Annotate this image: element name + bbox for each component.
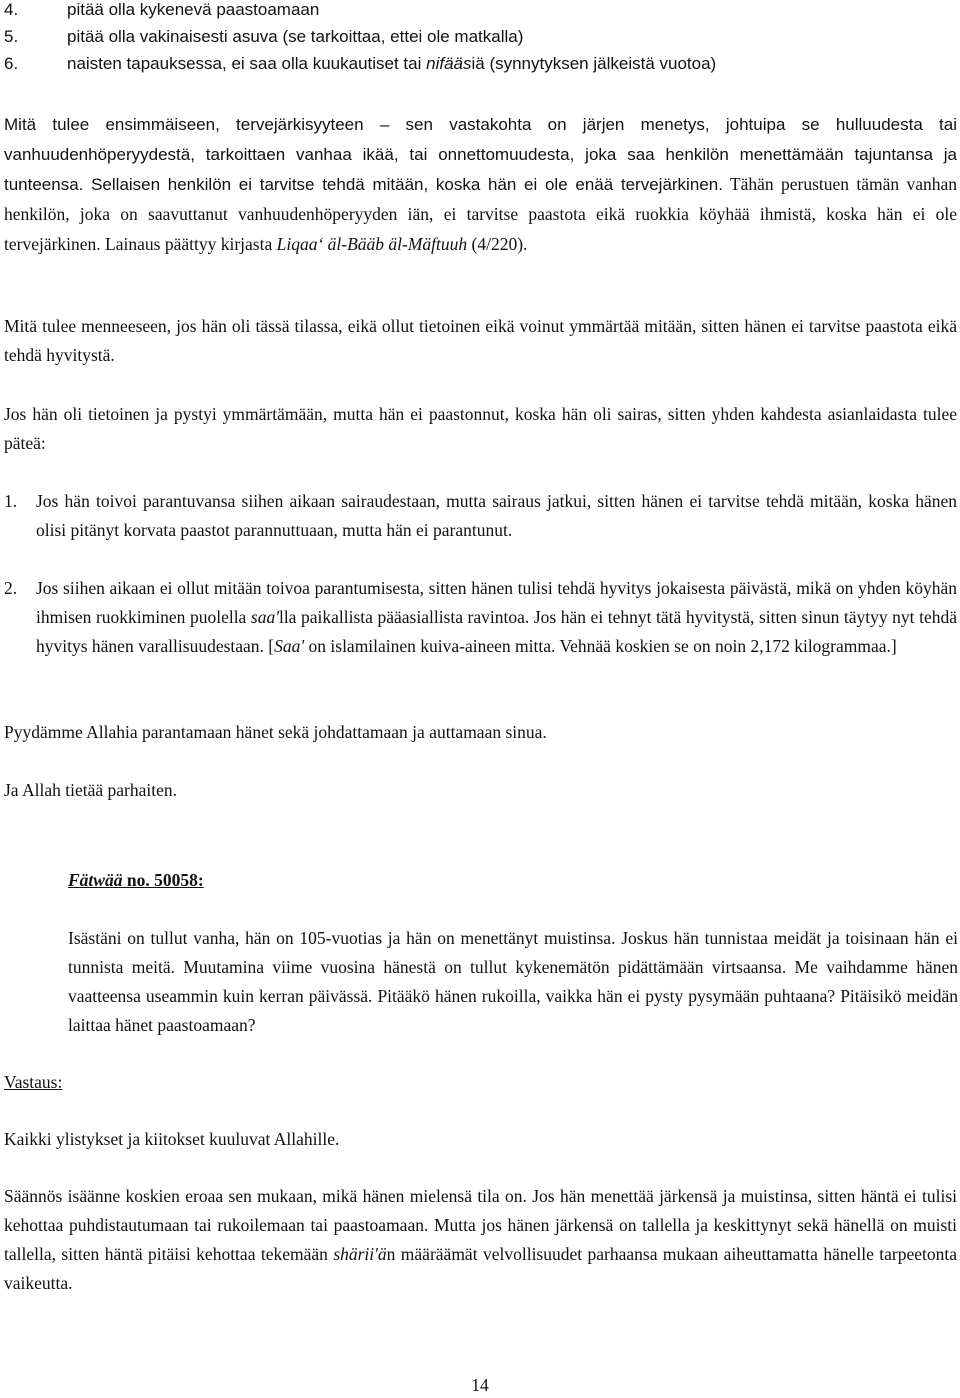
page-number: 14 xyxy=(471,1375,489,1395)
list-number: 4. xyxy=(4,0,19,19)
paragraph-text: Tähän perustuen tämän vanhan henkilön, joka on saavuttanut vanhuudenhöperyyden iän, ei tarvitse paastota eikä ruokkia köyhää ihmistä, koska hän ei ole tervejärkinen. Lainaus päättyy kirjasta xyxy=(4,174,958,254)
case-number: 1. xyxy=(4,491,18,511)
book-title: Liqaa‘ äl-Bääb äl-Mäftuuh xyxy=(276,234,468,254)
list-item xyxy=(4,0,944,23)
arabic-term: nifääs xyxy=(426,54,472,73)
arabic-term: shärii'ä xyxy=(333,1244,387,1264)
fatwa-heading xyxy=(68,866,204,894)
case-text: Jos hän toivoi parantuvansa siihen aikaan sairaudestaan, mutta sairaus jatkui, sitten hänen ei tarvitse tehdä mitään, koska hänen olisi pitänyt korvata paastot parannuttuaan, mutta hän ei parantunut. xyxy=(36,491,957,540)
case-text-part: on islamilainen kuiva-aineen mitta. Vehnää koskien se on noin 2,172 kilogrammaa.] xyxy=(304,636,897,656)
answer-heading: Vastaus: xyxy=(4,1072,63,1092)
answer-body xyxy=(4,1182,957,1298)
paragraph-past: Mitä tulee menneeseen, jos hän oli tässä tilassa, eikä ollut tietoinen eikä voinut ymmärtää mitään, sitten hänen ei tarvitse paastota eikä tehdä hyvitystä. xyxy=(4,316,957,365)
praise-line: Kaikki ylistykset ja kiitokset kuuluvat Allahille. xyxy=(4,1129,340,1149)
paragraph-text: (4/220). xyxy=(467,234,528,254)
paragraph-text: Mitä tulee ensimmäiseen, tervejärkisyyteen – sen vastakohta on järjen menetys, johtuipa se hulluudesta tai xyxy=(4,115,957,134)
answer-text: Säännös isäänne koskien eroaa sen mukaan, mikä hänen mielensä tila on. Jos hän menettää järkensä ja muistinsa, sitten häntä ei tulisi kehottaa puhdistautumaan tai rukoilemaan tai paastoamaan. Mutta jos hänen järkensä on tallella ja keskittynyt sekä hänellä on muisti tallella, sitten häntä pitäisi kehottaa tekemään xyxy=(4,1186,957,1264)
fatwa-label: Fätwää xyxy=(68,870,123,890)
list-text: iä (synnytyksen jälkeistä vuotoa) xyxy=(471,54,717,73)
arabic-term: Saa' xyxy=(274,636,305,656)
closing-line: Ja Allah tietää parhaiten. xyxy=(4,780,177,800)
arabic-term: saa' xyxy=(250,607,279,627)
list-number: 5. xyxy=(4,27,19,46)
list-text: naisten tapauksessa, ei saa olla kuukautiset tai xyxy=(67,54,427,73)
list-item xyxy=(4,23,944,50)
case-item xyxy=(4,487,957,545)
case-text-part: Jos siihen aikaan ei ollut mitään toivoa parantumisesta, sitten hänen tulisi tehdä hyvitys jokaisesta päivästä, mikä on yhden köyhän ihmisen ruokkiminen puolella xyxy=(36,578,957,627)
paragraph-aware: Jos hän oli tietoinen ja pystyi ymmärtämään, mutta hän ei paastonnut, koska hän oli sairas, sitten yhden kahdesta asianlaidasta tulee päteä: xyxy=(4,404,957,453)
list-text: pitää olla vakinaisesti asuva (se tarkoittaa, ettei ole matkalla) xyxy=(67,27,524,46)
case-number: 2. xyxy=(4,578,18,598)
list-number: 6. xyxy=(4,54,19,73)
prayer-line: Pyydämme Allahia parantamaan hänet sekä johdattamaan ja auttamaan sinua. xyxy=(4,722,547,742)
paragraph-text: vanhuudenhöperyydestä, tarkoittaen vanhaa ikää, tai onnettomuudesta, joka saa henkilön menettämään tajuntansa ja tunteensa. Sellaisen henkilön ei tarvitse tehdä mitään, koska hän ei ole enää tervejärkinen. xyxy=(4,145,957,194)
case-text xyxy=(36,574,957,661)
list-item xyxy=(4,50,944,77)
case-item xyxy=(4,574,957,661)
fatwa-number: no. 50058: xyxy=(122,870,204,890)
paragraph-sanity xyxy=(4,110,957,260)
fatwa-question: Isästäni on tullut vanha, hän on 105-vuotias ja hän on menettänyt muistinsa. Joskus hän tunnistaa meidät ja toisinaan hän ei tunnista meitä. Muutamina viime vuosina hänestä on tullut kykenemätön pidättämään virtsaansa. Me vaihdamme hänen vaatteensa useammin kuin kerran päivässä. Pitääkö hänen rukoilla, vaikka hän ei pysty pysymään puhtaana? Pitäisikö meidän laittaa hänet paastoamaan? xyxy=(68,928,958,1035)
case-text-part: lla paikallista pääasiallista ravintoa. Jos hän ei tehnyt tätä hyvitystä, sitten sinun täytyy nyt tehdä hyvitys hänen varallisuudestaan. [ xyxy=(36,607,957,656)
answer-text: n määräämät velvollisuudet parhaansa mukaan aiheuttamatta hänelle tarpeetonta vaikeutta. xyxy=(4,1244,957,1293)
list-text: pitää olla kykenevä paastoamaan xyxy=(67,0,320,19)
